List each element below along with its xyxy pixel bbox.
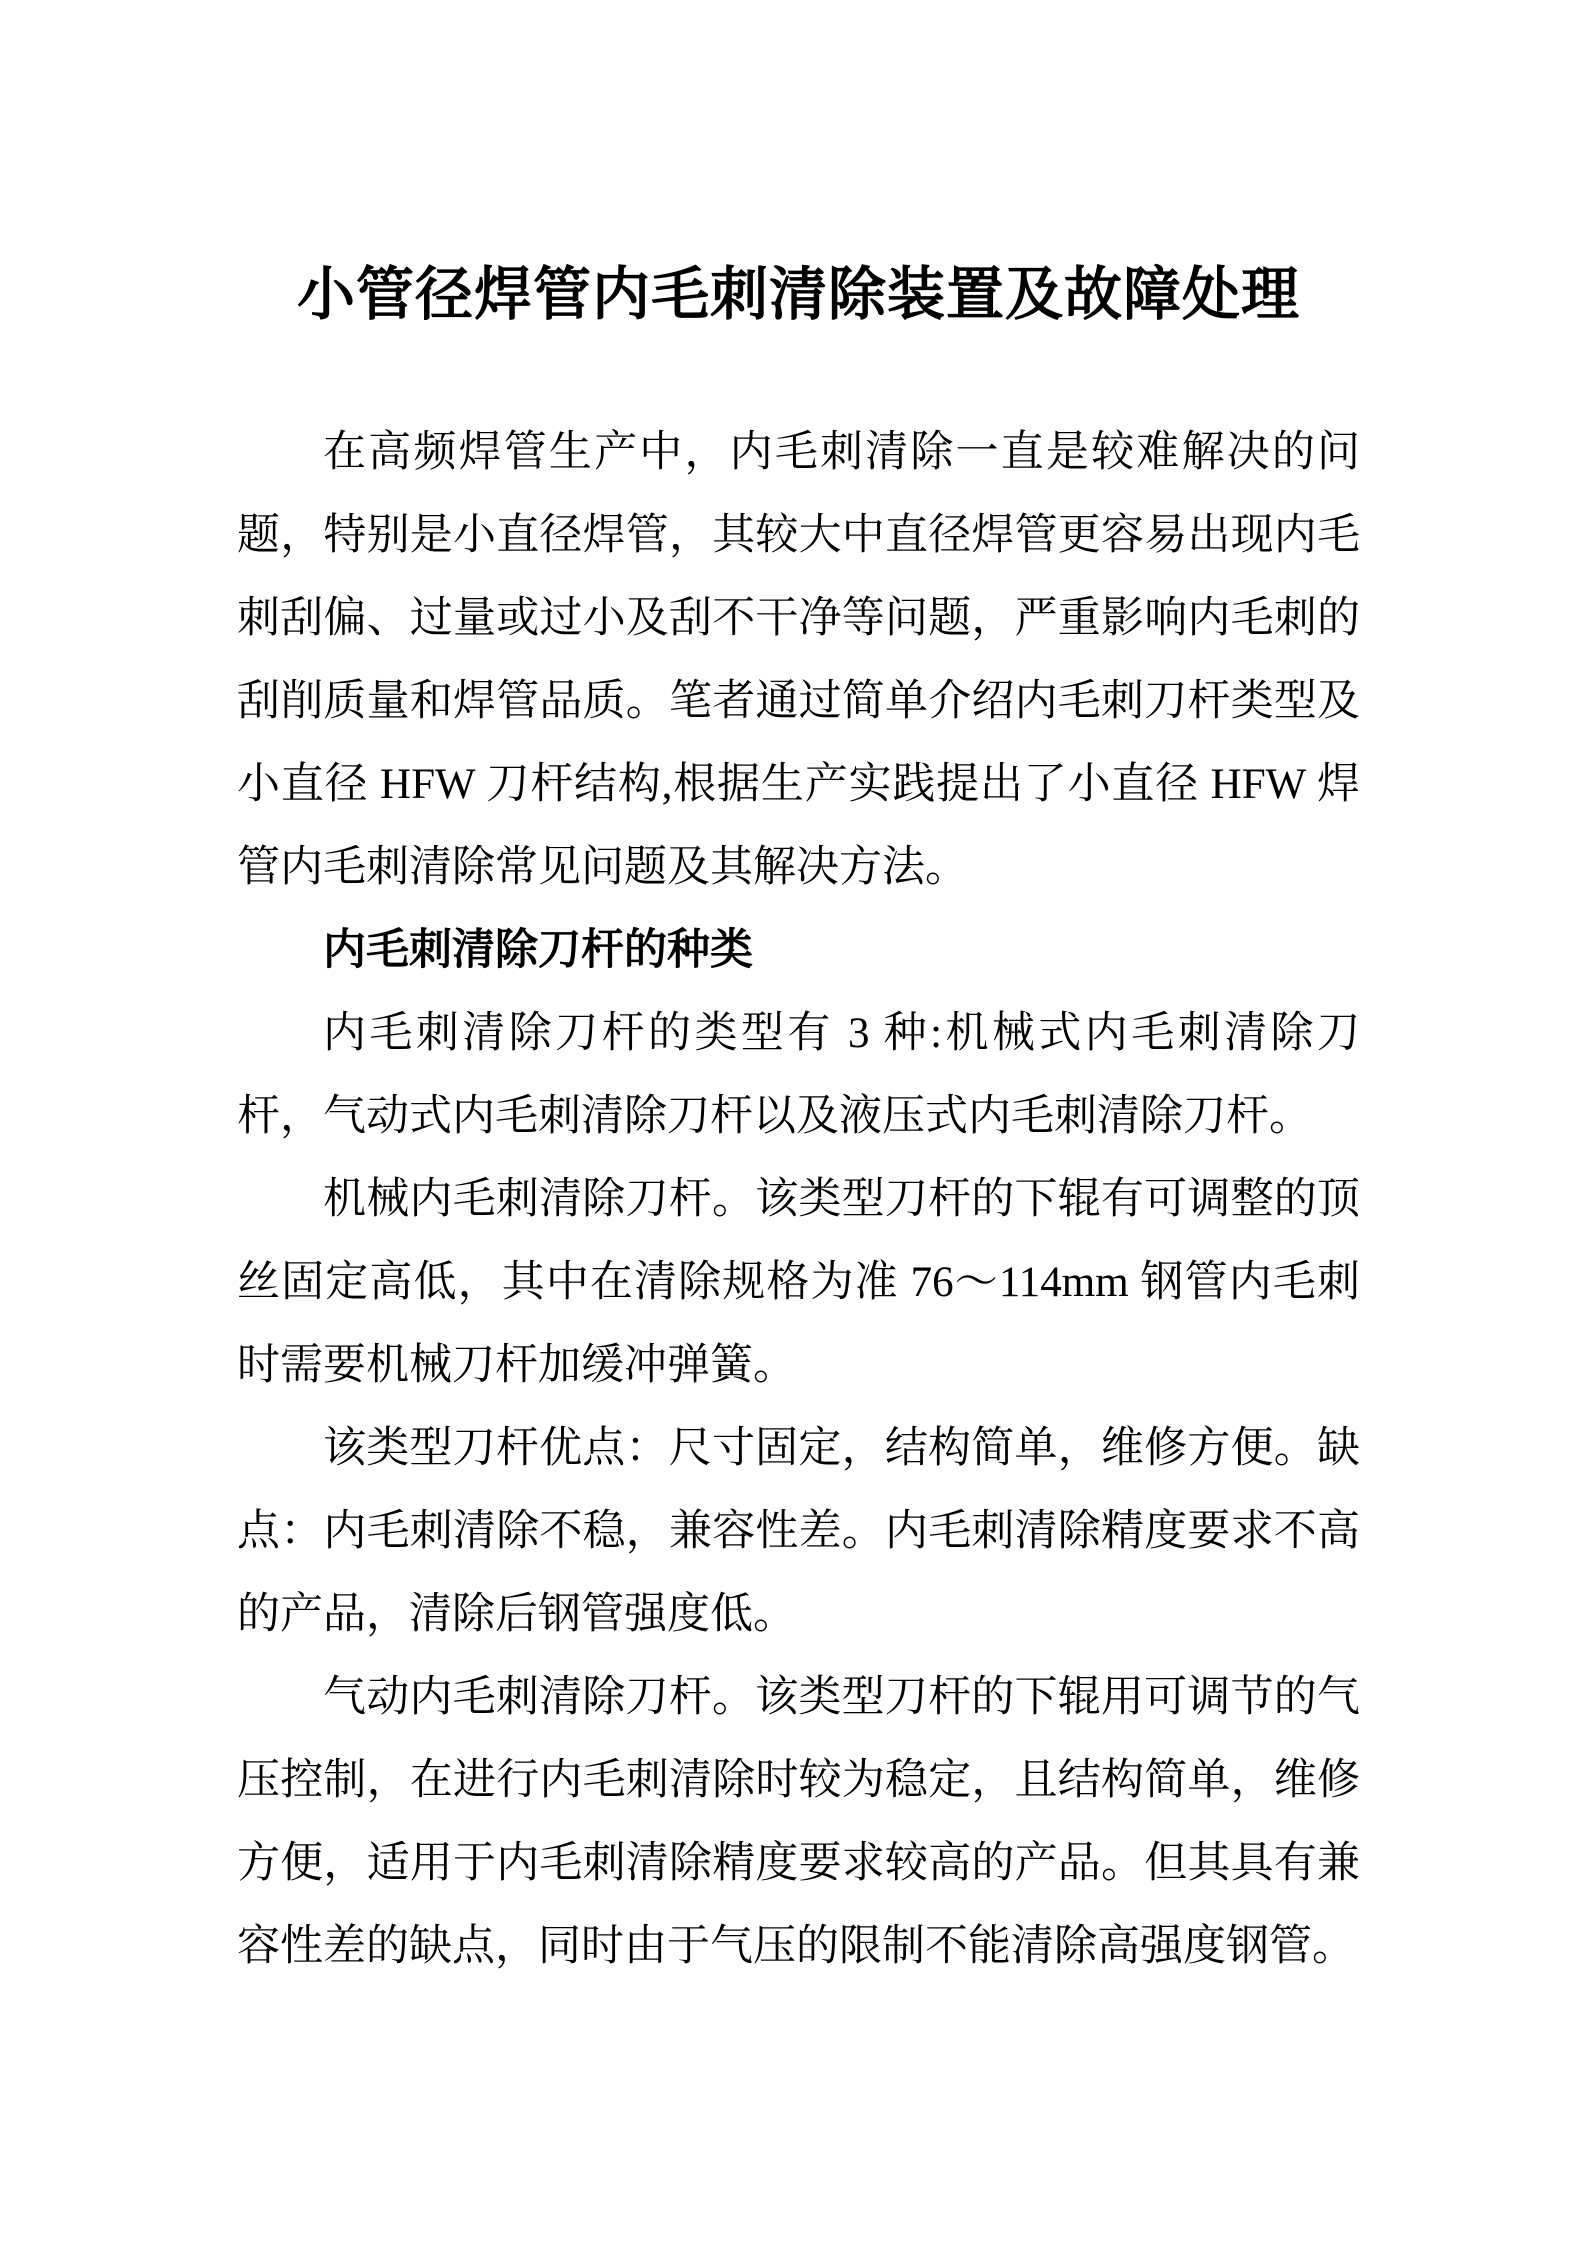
paragraph: 在高频焊管生产中，内毛刺清除一直是较难解决的问题，特别是小直径焊管，其较大中直径焊管更容易出现内毛刺刮偏、过量或过小及刮不干净等问题，严重影响内毛刺的刮削质量和焊管品质。笔者通过简单介绍内毛刺刀杆类型及小直径 HFW 刀杆结构,根据生产实践提出了小直径 HFW 焊管内毛刺清除常见问题及其解决方法。 [237, 429, 1360, 891]
paragraph: 气动内毛刺清除刀杆。该类型刀杆的下辊用可调节的气压控制，在进行内毛刺清除时较为稳定，且结构简单，维修方便，适用于内毛刺清除精度要求较高的产品。但其具有兼容性差的缺点，同时由于气压的限制不能清除高强度钢管。 [237, 1674, 1360, 1970]
section-heading: 内毛刺清除刀杆的种类 [323, 927, 753, 974]
paragraph: 机械内毛刺清除刀杆。该类型刀杆的下辊有可调整的顶丝固定高低，其中在清除规格为准 76～114mm 钢管内毛刺时需要机械刀杆加缓冲弹簧。 [237, 1176, 1360, 1389]
paragraph: 该类型刀杆优点：尺寸固定，结构简单，维修方便。缺点：内毛刺清除不稳，兼容性差。内毛刺清除精度要求不高的产品，清除后钢管强度低。 [237, 1425, 1360, 1638]
paragraph: 内毛刺清除刀杆的类型有 3 种:机械式内毛刺清除刀杆，气动式内毛刺清除刀杆以及液压式内毛刺清除刀杆。 [237, 1010, 1360, 1140]
document-body [237, 411, 1360, 1988]
document-title: 小管径焊管内毛刺清除装置及故障处理 [296, 262, 1300, 327]
